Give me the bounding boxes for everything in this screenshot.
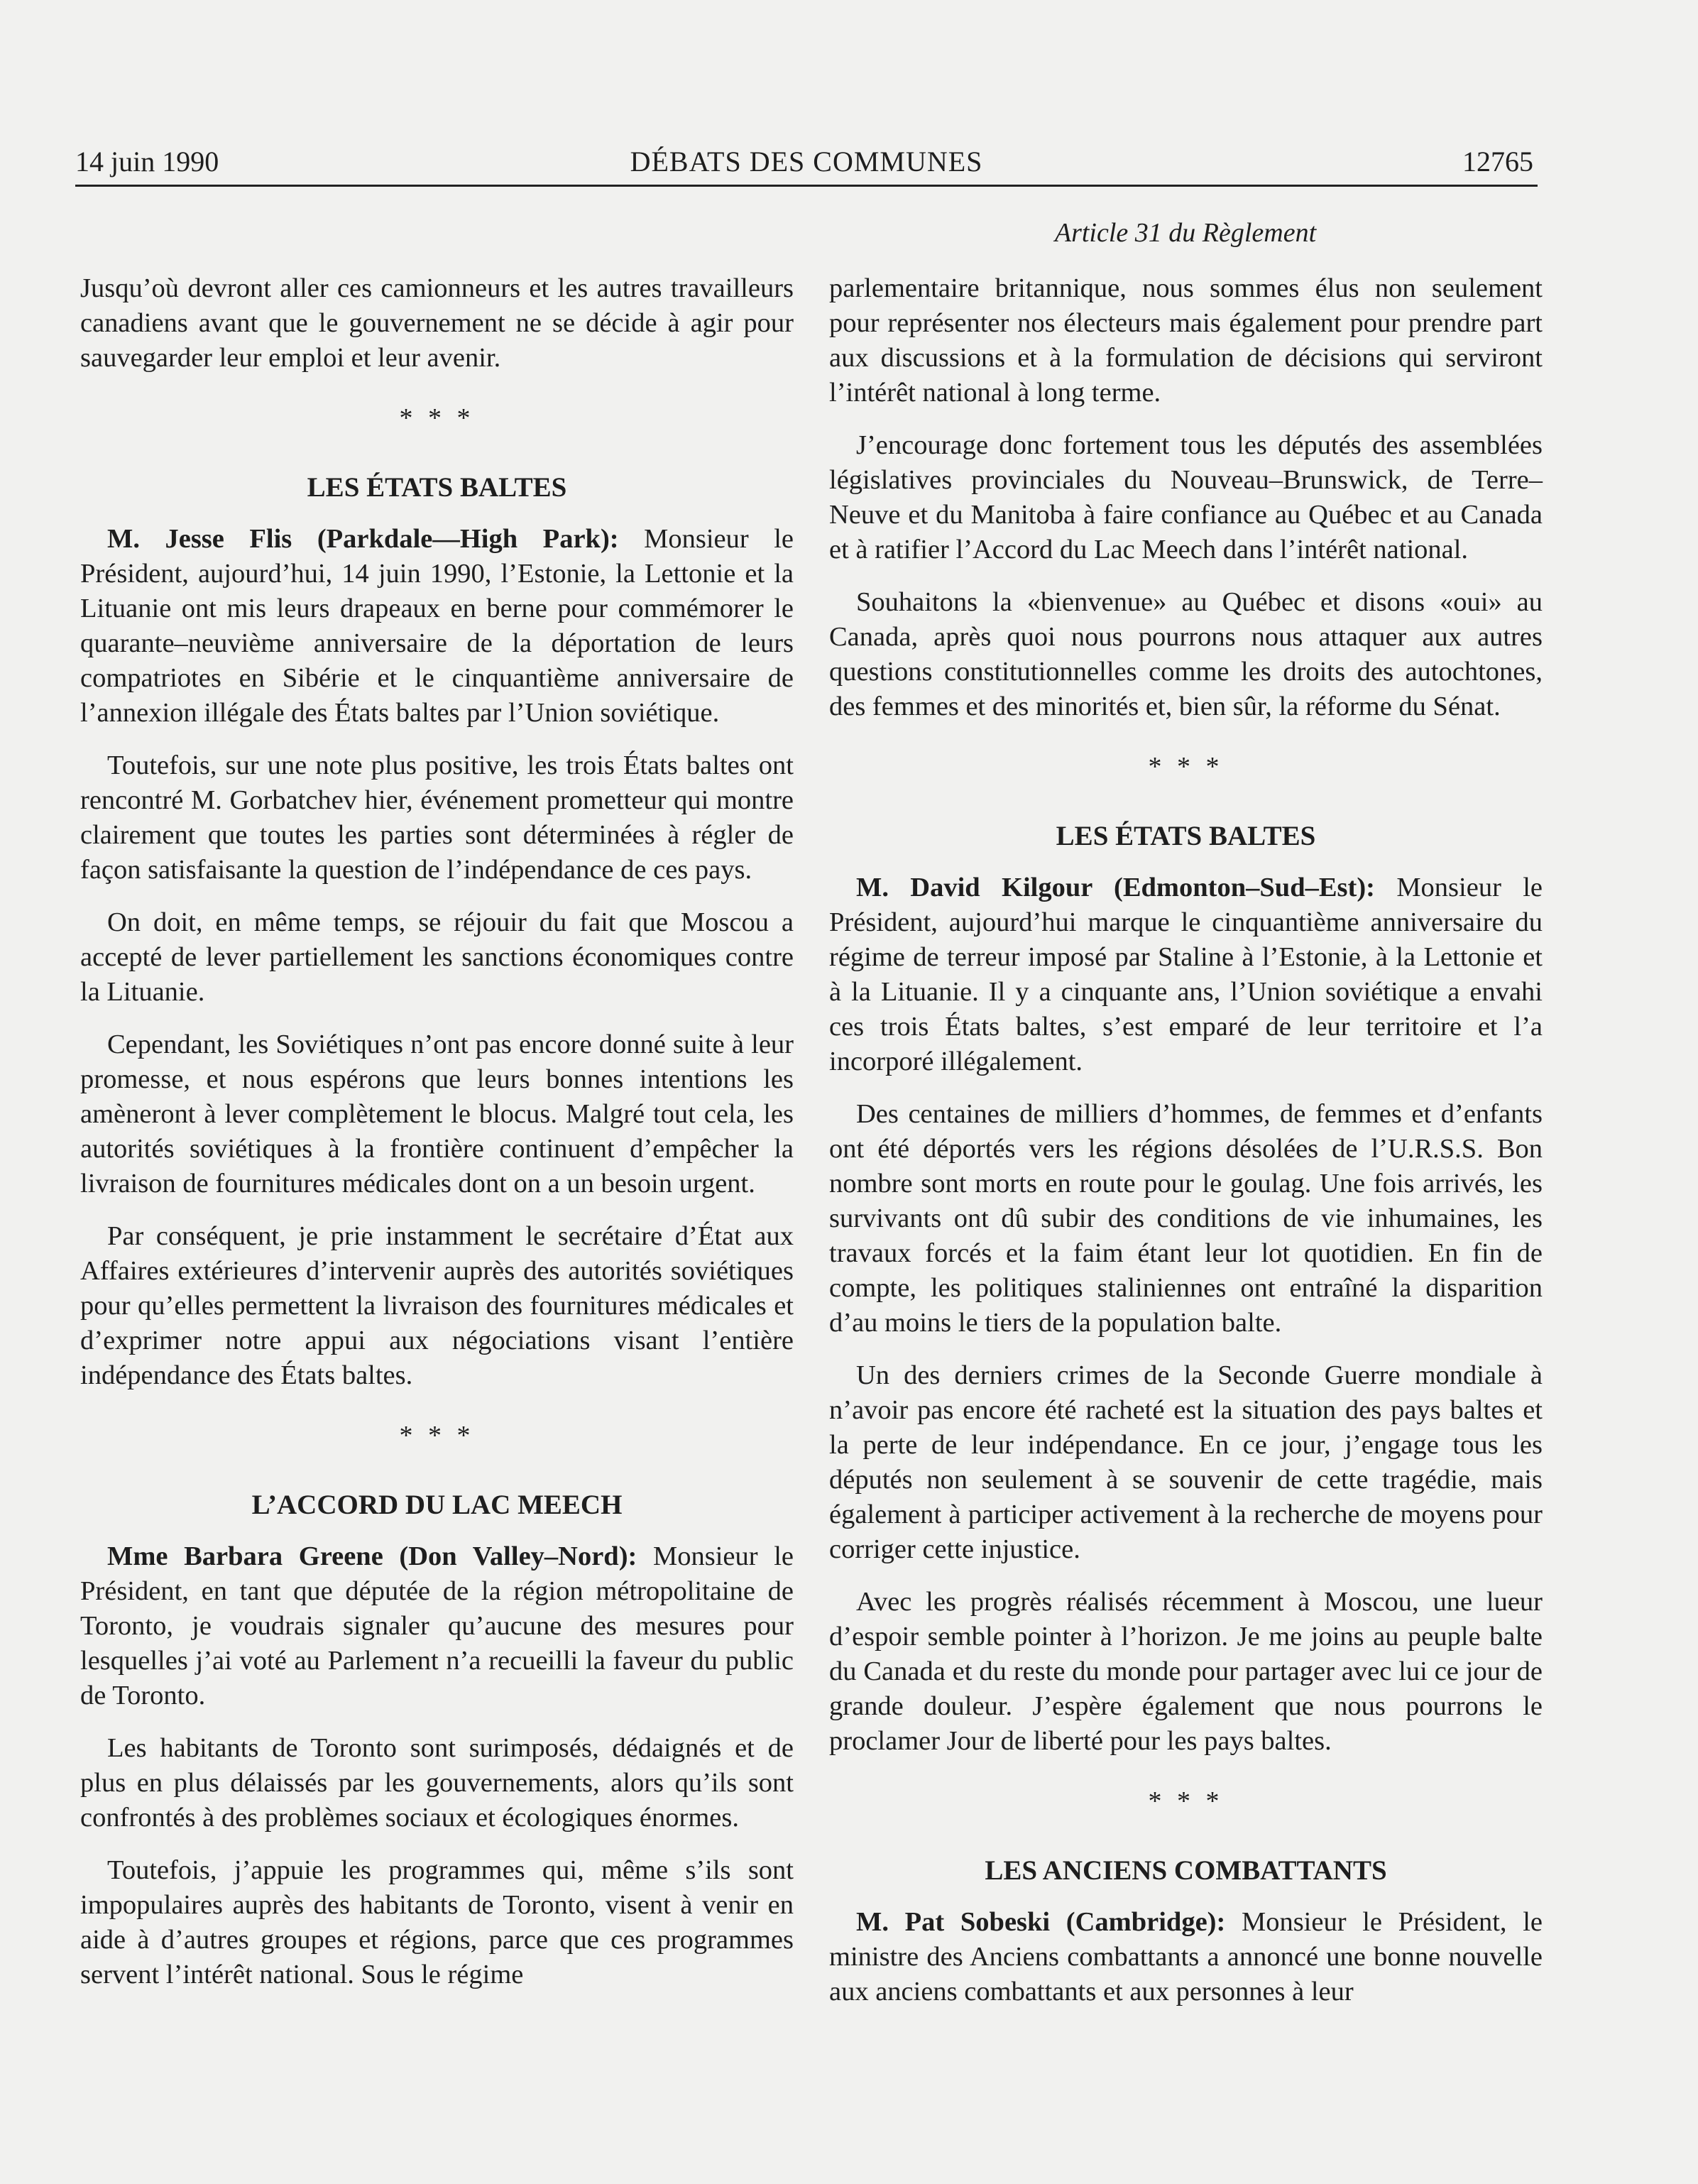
paragraph: Cependant, les Soviétiques n’ont pas encore donné suite à leur promesse, et nous espérons que leurs bonnes intentions les amèneront à lever complètement le blocus. Malgré tout cela, les autorités soviétiques à la frontière continuent d’empêcher la livraison de fournitures médicales dont on a un besoin urgent. bbox=[80, 1030, 794, 1199]
right-column bbox=[829, 271, 1543, 2027]
speaker-name: M. Jesse Flis (Parkdale—High Park): bbox=[107, 524, 619, 554]
paragraph bbox=[80, 1539, 794, 1713]
speech-text: Monsieur le Président, en tant que députée de la région métropolitaine de Toronto, je voudrais signaler qu’aucune des mesures pour lesquelles j’ai voté au Parlement n’a recueilli la faveur du public de Toronto. bbox=[80, 1541, 794, 1710]
paragraph: On doit, en même temps, se réjouir du fait que Moscou a accepté de lever partiellement les sanctions économiques contre la Lituanie. bbox=[80, 907, 794, 1007]
section-separator: * * * bbox=[1148, 1786, 1224, 1816]
speech-text: Monsieur le Président, le ministre des Anciens combattants a annoncé une bonne nouvelle aux anciens combattants et aux personnes à leur bbox=[829, 1907, 1543, 2006]
paragraph: Les habitants de Toronto sont surimposés, dédaignés et de plus en plus délaissés par les gouvernements, alors qu’ils sont confrontés à des problèmes sociaux et écologiques énormes. bbox=[80, 1733, 794, 1833]
paragraph bbox=[80, 522, 794, 731]
section-separator: * * * bbox=[1148, 752, 1224, 782]
section-title: LES ÉTATS BALTES bbox=[1056, 821, 1316, 851]
section-separator: * * * bbox=[399, 403, 475, 433]
section-title: LES ÉTATS BALTES bbox=[307, 472, 567, 503]
paragraph: parlementaire britannique, nous sommes élus non seulement pour représenter nos électeurs mais également pour prendre part aux discussions et à la formulation de décisions qui serviront l’intérêt national à long terme. bbox=[829, 273, 1543, 408]
speaker-name: M. David Kilgour (Edmonton–Sud–Est): bbox=[856, 873, 1375, 902]
paragraph: Souhaitons la «bienvenue» au Québec et disons «oui» au Canada, après quoi nous pourrons nous attaquer aux autres questions constitutionnelles comme les droits des autochtones, des femmes et des minorités et, bien sûr, la réforme du Sénat. bbox=[829, 587, 1543, 721]
paragraph: Par conséquent, je prie instamment le secrétaire d’État aux Affaires extérieures d’intervenir auprès des autorités soviétiques pour qu’elles permettent la livraison des fournitures médicales et d’exprimer notre appui aux négociations visant l’entière indépendance des États baltes. bbox=[80, 1221, 794, 1390]
header-page-number: 12765 bbox=[1462, 146, 1533, 178]
paragraph: J’encourage donc fortement tous les députés des assemblées législatives provinciales du Nouveau–Brunswick, de Terre–Neuve et du Manitoba à faire confiance au Québec et au Canada et à ratifier l’Accord du Lac Meech dans l’intérêt national. bbox=[829, 430, 1543, 564]
paragraph: Des centaines de milliers d’hommes, de femmes et d’enfants ont été déportés vers les régions désolées de l’U.R.S.S. Bon nombre sont morts en route pour le goulag. Une fois arrivés, les survivants ont dû subir des conditions de vie inhumaines, les travaux forcés et la faim étant leur lot quotidien. En fin de compte, les politiques staliniennes ont entraîné la disparition d’au moins le tiers de la population balte. bbox=[829, 1099, 1543, 1338]
section-title: LES ANCIENS COMBATTANTS bbox=[985, 1855, 1387, 1886]
paragraph: Un des derniers crimes de la Seconde Guerre mondiale à n’avoir pas encore été racheté est la situation des pays baltes et la perte de leur indépendance. En ce jour, j’engage tous les députés non seulement à se souvenir de cette tragédie, mais également à participer activement à la recherche de moyens pour corriger cette injustice. bbox=[829, 1360, 1543, 1564]
rubric: Article 31 du Règlement bbox=[1054, 218, 1317, 248]
paragraph bbox=[829, 1905, 1543, 2009]
paragraph: Toutefois, j’appuie les programmes qui, même s’ils sont impopulaires auprès des habitants de Toronto, visent à venir en aide à d’autres groupes et régions, parce que ces programmes servent l’intérêt national. Sous le régime bbox=[80, 1855, 794, 1989]
speech-text: Monsieur le Président, aujourd’hui, 14 juin 1990, l’Estonie, la Lettonie et la Lituanie ont mis leurs drapeaux en berne pour commémorer le quarante–neuvième anniversaire de la déportation de leurs compatriotes en Sibérie et le cinquantième anniversaire de l’annexion illégale des États baltes par l’Union soviétique. bbox=[80, 524, 794, 728]
paragraph: Avec les progrès réalisés récemment à Moscou, une lueur d’espoir semble pointer à l’horizon. Je me joins au peuple balte du Canada et du reste du monde pour partager avec lui ce jour de grande douleur. J’espère également que nous pourrons le proclamer Jour de liberté pour les pays baltes. bbox=[829, 1587, 1543, 1756]
speaker-name: M. Pat Sobeski (Cambridge): bbox=[856, 1907, 1226, 1937]
header-date: 14 juin 1990 bbox=[75, 146, 219, 178]
paragraph: Jusqu’où devront aller ces camionneurs et les autres travailleurs canadiens avant que le gouvernement ne se décide à agir pour sauvegarder leur emploi et leur avenir. bbox=[80, 273, 794, 373]
section-title: L’ACCORD DU LAC MEECH bbox=[251, 1490, 623, 1520]
paragraph bbox=[829, 870, 1543, 1079]
header-title: DÉBATS DES COMMUNES bbox=[630, 146, 983, 178]
section-separator: * * * bbox=[399, 1421, 475, 1451]
speech-text: Monsieur le Président, aujourd’hui marque le cinquantième anniversaire du régime de terreur imposé par Staline à l’Estonie, à la Lettonie et à la Lituanie. Il y a cinquante ans, l’Union soviétique a envahi ces trois États baltes, s’est emparé de leur territoire et l’a incorporé illégalement. bbox=[829, 873, 1543, 1076]
paragraph: Toutefois, sur une note plus positive, les trois États baltes ont rencontré M. Gorbatchev hier, événement prometteur qui montre clairement que toutes les parties sont déterminées à régler de façon satisfaisante la question de l’indépendance de ces pays. bbox=[80, 750, 794, 885]
speaker-name: Mme Barbara Greene (Don Valley–Nord): bbox=[107, 1541, 637, 1571]
page-header bbox=[75, 142, 1538, 187]
left-column bbox=[80, 271, 794, 2010]
